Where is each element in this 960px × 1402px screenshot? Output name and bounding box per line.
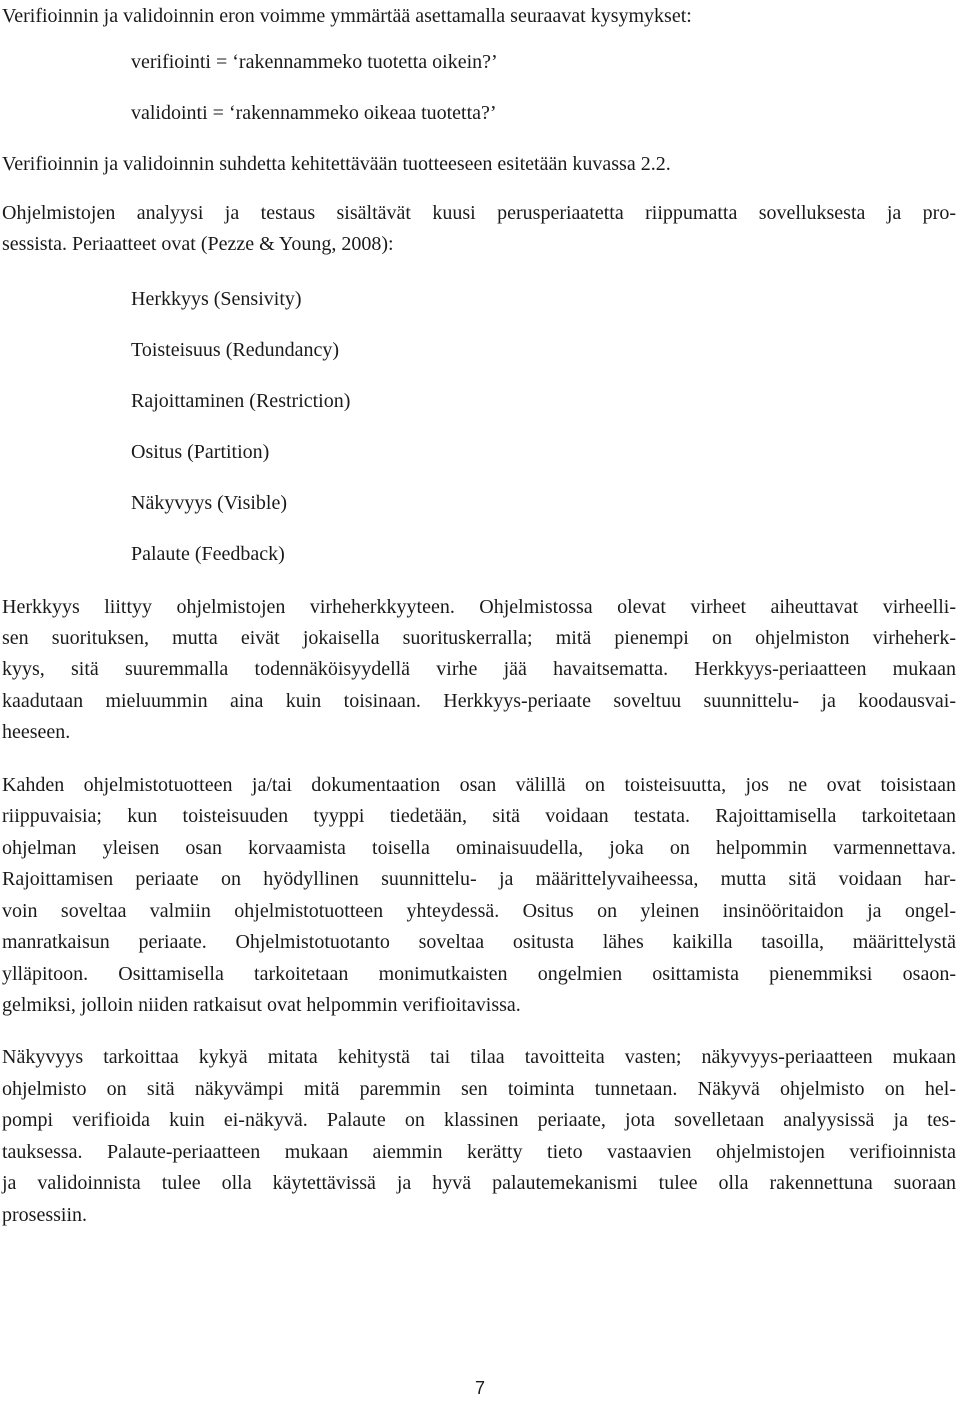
principle-item: Näkyvyys (Visible) — [131, 492, 287, 514]
paragraph-redundancy-line: gelmiksi, jolloin niiden ratkaisut ovat helpommin verifioitavissa. — [2, 994, 521, 1016]
paragraph-visibility-line: Näkyvyys tarkoittaa kykyä mitata kehitystä tai tilaa tavoitteita vasten; näkyvyys-periaatteen mukaan — [2, 1046, 956, 1068]
paragraph-redundancy-line: Rajoittamisen periaate on hyödyllinen suunnittelu- ja määrittelyvaiheessa, mutta sitä voidaan har- — [2, 868, 956, 890]
page-number: 7 — [474, 1378, 485, 1398]
paragraph-visibility-line: pompi verifioida kuin ei-näkyvä. Palaute on klassinen periaate, jota sovelletaan analyysissä ja tes- — [2, 1109, 956, 1131]
paragraph-visibility-line: ja validoinnista tulee olla käytettävissä ja hyvä palautemekanismi tulee olla rakennettuna suoraan — [2, 1172, 956, 1194]
principle-item: Ositus (Partition) — [131, 441, 270, 463]
paragraph-redundancy-line: voin soveltaa valmiin ohjelmistotuotteen yhteydessä. Ositus on yleinen insinööritaidon ja ongel- — [2, 900, 956, 922]
principle-item: Toisteisuus (Redundancy) — [131, 339, 340, 361]
paragraph-visibility-line: ohjelmisto on sitä näkyvämpi mitä paremmin sen toiminta tunnetaan. Näkyvä ohjelmisto on hel- — [2, 1078, 956, 1100]
paragraph-visibility-line: prosessiin. — [2, 1204, 87, 1226]
paragraph-sensitivity-line: kaadutaan mieluummin aina kuin toisinaan. Herkkyys-periaate soveltuu suunnittelu- ja koodausvai- — [2, 690, 956, 712]
principle-item: Herkkyys (Sensivity) — [131, 288, 302, 310]
paragraph-redundancy-line: manratkaisun periaate. Ohjelmistotuotanto soveltaa ositusta lähes kaikilla tasoilla, määrittelystä — [2, 931, 956, 953]
principles-intro-line: sessista. Periaatteet ovat (Pezze & Young, 2008): — [2, 233, 394, 255]
intro-line: Verifioinnin ja validoinnin eron voimme ymmärtää asettamalla seuraavat kysymykset: — [2, 5, 692, 27]
paragraph-redundancy-line: ohjelman yleisen osan korvaamista toisella ominaisuudella, joka on helpommin varmennettava. — [2, 837, 956, 859]
paragraph-sensitivity-line: Herkkyys liittyy ohjelmistojen virheherkkyyteen. Ohjelmistossa olevat virheet aiheuttavat virheelli- — [2, 596, 956, 618]
paragraph-redundancy-line: riippuvaisia; kun toisteisuuden tyyppi tiedetään, sitä voidaan testata. Rajoittamisella tarkoitetaan — [2, 805, 956, 827]
paragraph-visibility-line: tauksessa. Palaute-periaatteen mukaan aiemmin kerätty tieto vastaavien ohjelmistojen verifioinnista — [2, 1141, 956, 1163]
figure-reference-line: Verifioinnin ja validoinnin suhdetta kehitettävään tuotteeseen esitetään kuvassa 2.2. — [2, 153, 671, 175]
validation-question: validointi = ‘rakennammeko oikeaa tuotetta?’ — [131, 102, 497, 124]
principles-intro-line: Ohjelmistojen analyysi ja testaus sisältävät kuusi perusperiaatetta riippumatta sovelluksesta ja pro- — [2, 202, 956, 224]
verification-question: verifiointi = ‘rakennammeko tuotetta oikein?’ — [131, 51, 498, 73]
paragraph-sensitivity-line: sen suorituksen, mutta eivät jokaisella suorituskerralla; mitä pienempi on ohjelmiston virheherk- — [2, 627, 956, 649]
paragraph-sensitivity-line: kyys, sitä suuremmalla todennäköisyydellä virhe jää havaitsematta. Herkkyys-periaatteen mukaan — [2, 658, 956, 680]
paragraph-redundancy-line: Kahden ohjelmistotuotteen ja/tai dokumentaation osan välillä on toisteisuutta, jos ne ovat toisistaan — [2, 774, 956, 796]
paragraph-redundancy-line: ylläpitoon. Osittamisella tarkoitetaan monimutkaisten ongelmien osittamista pienemmiksi osaon- — [2, 963, 956, 985]
principle-item: Palaute (Feedback) — [131, 543, 285, 565]
principle-item: Rajoittaminen (Restriction) — [131, 390, 351, 412]
paragraph-sensitivity-line: heeseen. — [2, 721, 71, 743]
